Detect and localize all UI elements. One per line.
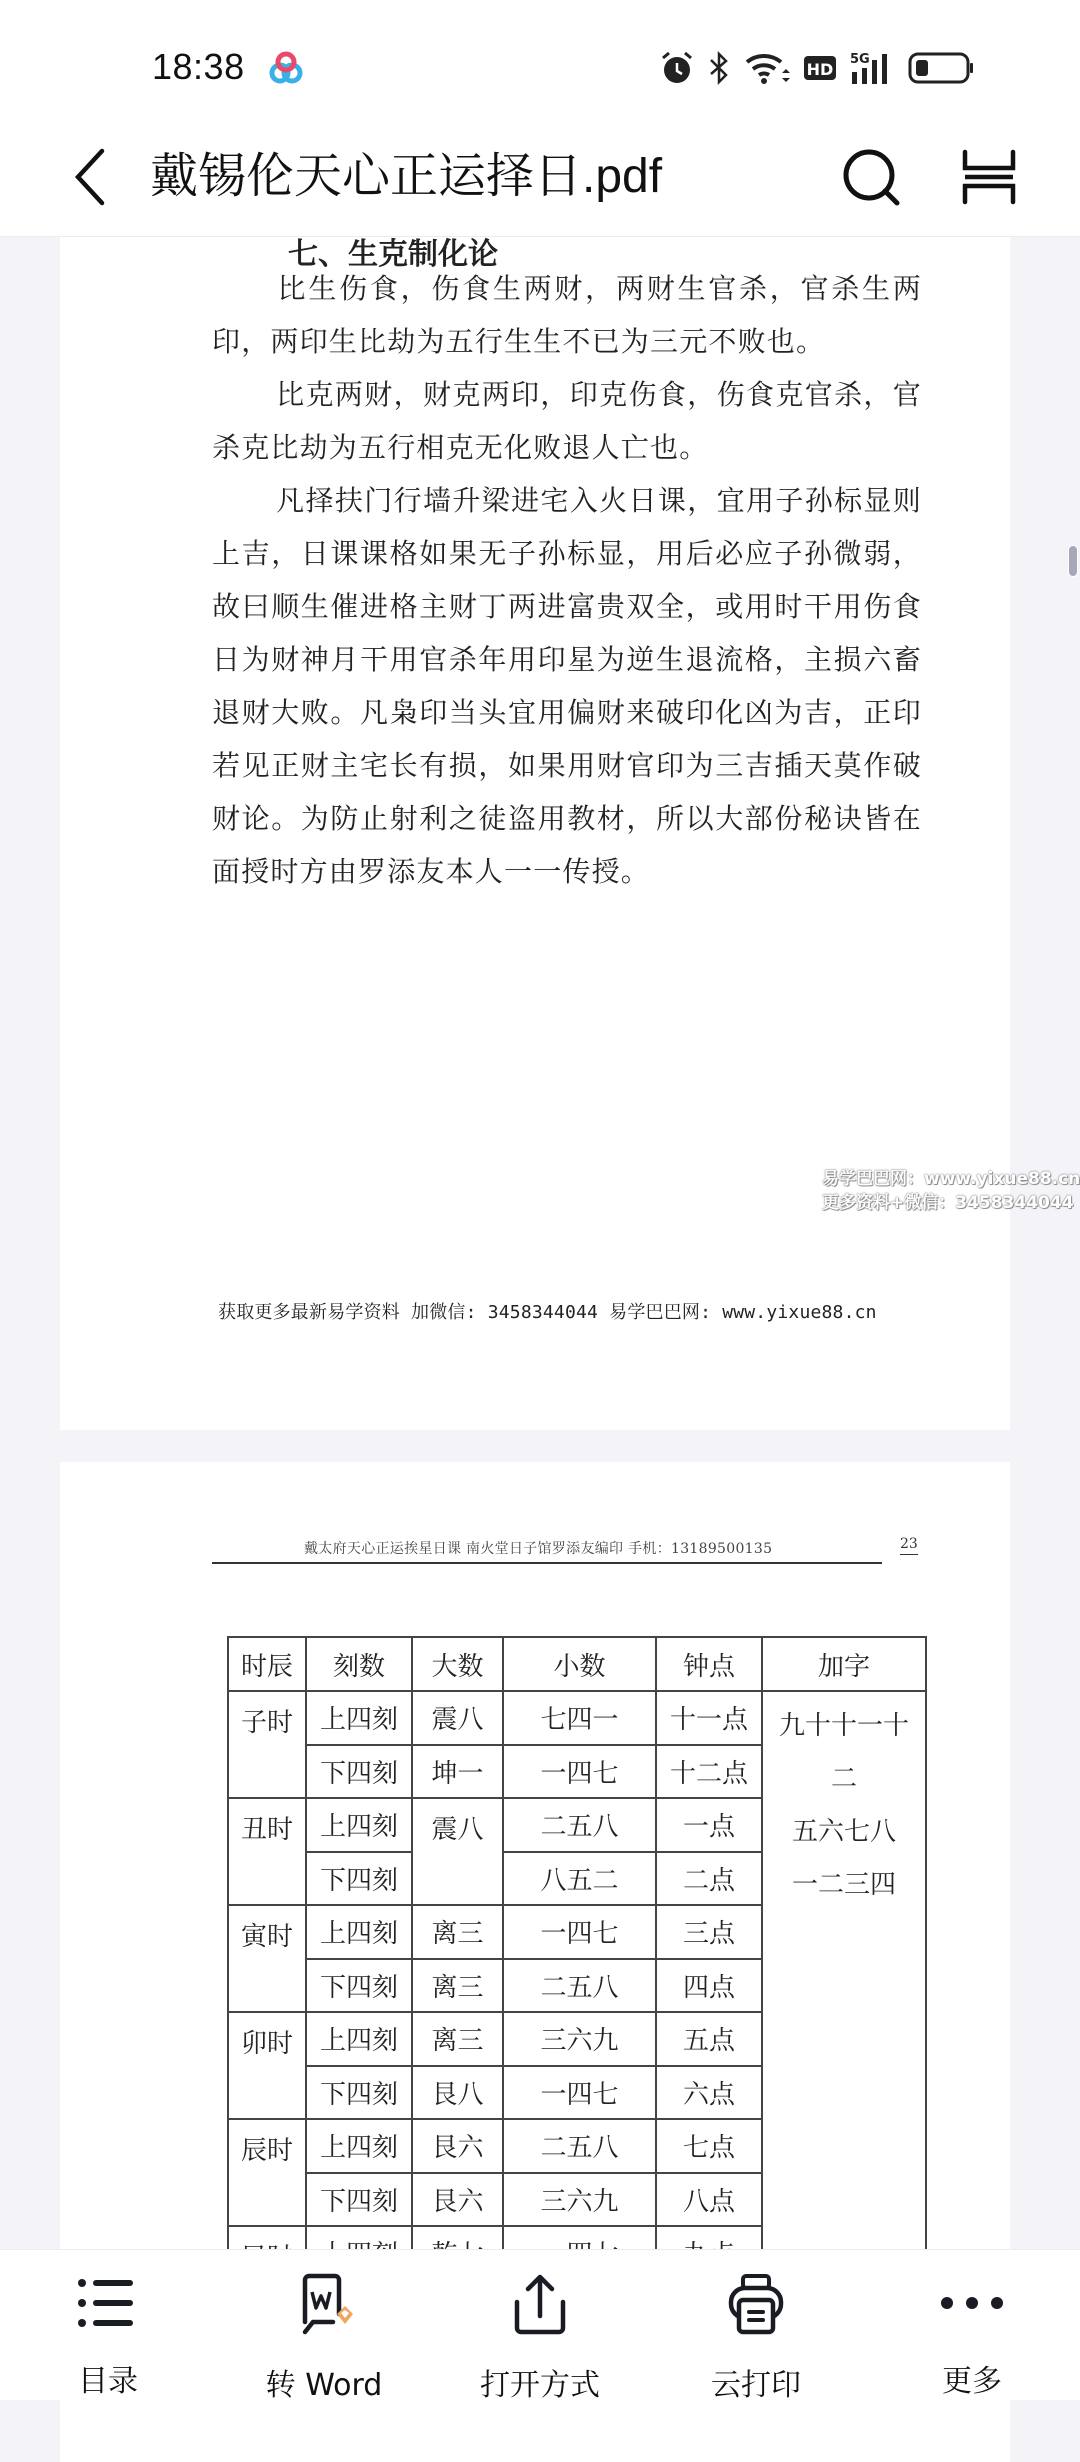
wifi-icon [744,51,790,85]
da-cell: 艮六 [412,2173,503,2227]
paragraph: 凡择扶门行墙升梁进宅入火日课，宜用子孙标显则上吉，日课课格如果无子孙标显，用后必应子孙微弱，故曰顺生催进格主财丁两进富贵双全，或用时干用伤食日为财神月干用官杀年用印星为逆生退流格，主损六畜退财大败。凡枭印当头宜用偏财来破印化凶为吉，正印若见正财主宅长有损，如果用财官印为三吉插天莫作破财论。为防止射利之徒盗用教材，所以大部份秘诀皆在面授时方由罗添友本人一一传授。 [212,484,922,888]
page-split-button[interactable] [954,142,1024,212]
hour-table [227,1636,927,2334]
table-header-row [228,1637,926,1691]
xiao-cell: 一四七 [503,2066,656,2120]
hour-cell: 寅时 [228,1905,306,2012]
column-header: 时辰 [228,1637,306,1691]
xiao-cell: 二五八 [503,1959,656,2013]
signal-5g-icon [850,50,894,86]
app-notification-icon [266,48,306,88]
paragraph: 比克两财，财克两印，印克伤食，伤食克官杀，官杀克比劫为五行相克无化败退人亡也。 [212,378,922,464]
more-dots-icon [937,2272,1007,2334]
paragraph: 比生伤食，伤食生两财，两财生官杀，官杀生两印，两印生比劫为五行生生不已为三元不败也。 [212,272,922,358]
column-header: 大数 [412,1637,503,1691]
search-icon [839,145,903,209]
page-footer: 获取更多最新易学资料 加微信: 3458344044 易学巴巴网: www.yixue88.cn [218,1302,877,1323]
more-label: 更多 [942,2364,1002,2399]
xiao-cell: 二五八 [503,2119,656,2173]
bluetooth-icon [708,50,730,86]
battery-icon [908,51,974,85]
ke-cell: 上四刻 [306,1905,412,1959]
ke-cell: 下四刻 [306,2173,412,2227]
da-cell: 艮六 [412,2119,503,2173]
status-bar [0,0,1080,120]
cloud-print-button[interactable] [648,2250,864,2403]
cloud-print-icon [721,2272,791,2338]
da-cell: 离三 [412,1959,503,2013]
header-rule [212,1562,882,1564]
clock-cell: 三点 [656,1905,762,1959]
da-cell: 震八 [412,1798,503,1905]
hour-cell: 卯时 [228,2012,306,2119]
running-header-text: 戴太府天心正运挨星日课 南火堂日子馆罗添友编印 手机：13189500135 [304,1541,773,1557]
ke-cell: 上四刻 [306,1798,412,1852]
da-cell: 艮八 [412,2066,503,2120]
xiao-cell: 二五八 [503,1798,656,1852]
open-with-label: 打开方式 [480,2368,600,2403]
bottom-toolbar [0,2250,1080,2403]
clock-cell: 八点 [656,2173,762,2227]
section-heading-clipped: 七、生克制化论 [288,237,498,272]
ke-cell: 下四刻 [306,1852,412,1906]
convert-word-label: 转 Word [265,2368,383,2403]
page-number: 23 [900,1536,918,1555]
pdf-viewer[interactable] [0,237,1080,2250]
cloud-print-label: 云打印 [711,2368,801,2403]
clock-cell: 十二点 [656,1745,762,1799]
clock-cell: 七点 [656,2119,762,2173]
hd-voice-icon [804,54,836,82]
clock-cell: 二点 [656,1852,762,1906]
search-button[interactable] [836,142,906,212]
column-header: 钟点 [656,1637,762,1691]
convert-word-icon [289,2272,359,2338]
more-button[interactable] [864,2250,1080,2400]
pdf-page [60,177,1080,1430]
ke-cell: 上四刻 [306,2012,412,2066]
ke-cell: 上四刻 [306,1691,412,1745]
app-header [0,120,1080,237]
open-with-button[interactable] [432,2250,648,2403]
hour-cell: 子时 [228,1691,306,1798]
da-cell: 离三 [412,2012,503,2066]
xiao-cell: 一四七 [503,1745,656,1799]
xiao-cell: 八五二 [503,1852,656,1906]
da-cell: 震八 [412,1691,503,1745]
xiao-cell: 七四一 [503,1691,656,1745]
hour-cell: 丑时 [228,1798,306,1905]
ke-cell: 下四刻 [306,1959,412,2013]
toc-label: 目录 [78,2364,138,2399]
clock-cell: 六点 [656,2066,762,2120]
clock-cell: 五点 [656,2012,762,2066]
column-header: 加字 [762,1637,926,1691]
clock-cell: 一点 [656,1798,762,1852]
column-header: 小数 [503,1637,656,1691]
xiao-cell: 一四七 [503,1905,656,1959]
jiazi-cell: 九十十一十 二 五六七八 一二三四 [762,1691,926,2333]
table-row [228,1691,926,1745]
document-title: 戴锡伦天心正运择日.pdf [150,150,663,203]
share-open-with-icon [505,2272,575,2338]
svg-text:5G: 5G [850,52,870,67]
toc-list-icon [73,2272,143,2334]
status-time: 18:38 [152,46,245,87]
svg-text:HD: HD [806,60,834,79]
da-cell: 离三 [412,1905,503,1959]
ke-cell: 上四刻 [306,2119,412,2173]
scrollbar-thumb[interactable] [1068,545,1078,577]
convert-word-button[interactable] [216,2250,432,2403]
toc-button[interactable] [0,2250,216,2400]
da-cell: 坤一 [412,1745,503,1799]
ke-cell: 下四刻 [306,1745,412,1799]
alarm-icon [660,50,694,86]
watermark: 易学巴巴网：www.yixue88.cn 更多资料+微信：3458344044 [822,1169,1080,1213]
chevron-left-icon [70,147,110,207]
hour-cell: 辰时 [228,2119,306,2226]
clock-cell: 十一点 [656,1691,762,1745]
ke-cell: 下四刻 [306,2066,412,2120]
column-header: 刻数 [306,1637,412,1691]
back-button[interactable] [62,142,118,212]
xiao-cell: 三六九 [503,2173,656,2227]
running-header [212,1534,940,1564]
clock-cell: 四点 [656,1959,762,2013]
page-split-icon [960,149,1018,205]
xiao-cell: 三六九 [503,2012,656,2066]
